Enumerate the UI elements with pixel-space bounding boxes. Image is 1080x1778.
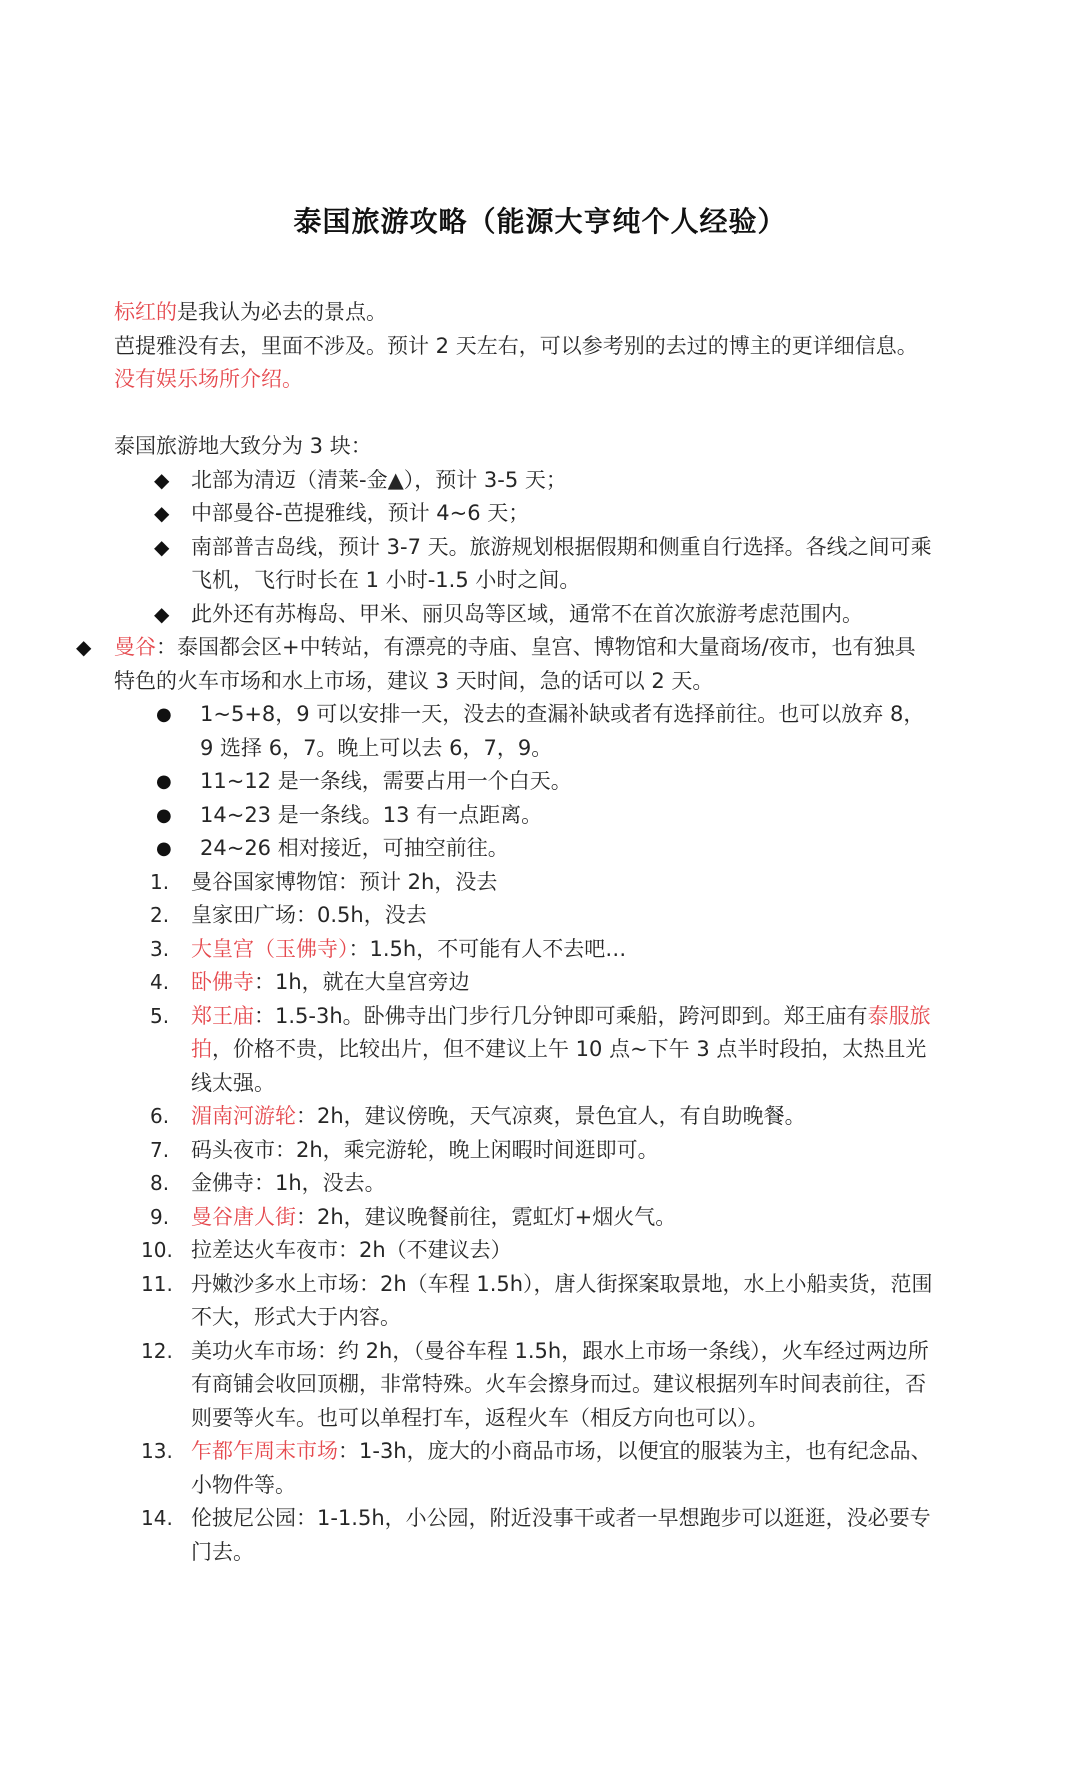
spot-item: 4. 卧佛寺：1h，就在大皇宫旁边 xyxy=(150,970,470,994)
bangkok-section xyxy=(76,631,936,698)
bangkok-desc: ：泰国都会区+中转站，有漂亮的寺庙、皇宫、博物馆和大量商场/夜市，也有独具特色的火车市场和水上市场，建议 3 天时间，急的话可以 2 天。 xyxy=(114,635,916,693)
region-item: ◆ 南部普吉岛线，预计 3-7 天。旅游规划根据假期和侧重自行选择。各线之间可乘飞机，飞行时长在 1 小时-1.5 小时之间。 xyxy=(114,531,936,598)
dot-bullet-icon: ● xyxy=(156,804,172,826)
route-item: ● 14~23 是一条线。13 有一点距离。 xyxy=(114,799,936,833)
route-item: ● 1~5+8，9 可以安排一天，没去的查漏补缺或者有选择前往。也可以放弃 8，9 选择 6，7。晚上可以去 6，7，9。 xyxy=(114,698,936,765)
region-item: ◆ 北部为清迈（清莱-金▲），预计 3-5 天； xyxy=(114,464,936,498)
spot-item: 13. 乍都乍周末市场：1-3h，庞大的小商品市场，以便宜的服装为主，也有纪念品、小物件等。 xyxy=(141,1439,932,1497)
page-title: 泰国旅游攻略（能源大亨纯个人经验） xyxy=(293,205,787,238)
bangkok-name: 曼谷 xyxy=(114,635,156,659)
diamond-bullet-icon: ◆ xyxy=(154,601,170,626)
document-body xyxy=(76,296,936,1569)
dot-bullet-icon: ● xyxy=(156,771,172,792)
intro-line-1: 标红的是我认为必去的景点。 xyxy=(114,300,387,324)
spot-item: 7. 码头夜市：2h，乘完游轮，晚上闲暇时间逛即可。 xyxy=(150,1137,659,1162)
route-item: ● 24~26 相对接近，可抽空前往。 xyxy=(114,832,936,866)
region-item: ◆ 中部曼谷-芭提雅线，预计 4~6 天； xyxy=(114,497,936,531)
dot-bullet-icon: ● xyxy=(156,704,172,725)
spot-item: 9. 曼谷唐人街：2h，建议晚餐前往，霓虹灯+烟火气。 xyxy=(150,1204,677,1229)
spot-item: 8. 金佛寺：1h，没去。 xyxy=(150,1171,386,1195)
spot-item: 12. 美功火车市场：约 2h，（曼谷车程 1.5h，跟水上市场一条线），火车经过两边所有商铺会收回顶棚，非常特殊。火车会擦身而过。建议根据列车时间表前往，否则要等火车。也可以单程打车，返程火车（相反方向也可以）。 xyxy=(141,1338,929,1430)
spot-item: 3. 大皇宫（玉佛寺）：1.5h，不可能有人不去吧… xyxy=(150,936,627,961)
route-item: ● 11~12 是一条线，需要占用一个白天。 xyxy=(114,765,936,799)
red-label: 标红的 xyxy=(114,300,177,324)
dot-bullet-icon: ● xyxy=(156,838,172,859)
intro-line-3: 没有娱乐场所介绍。 xyxy=(114,367,303,391)
spot-item: 5. 郑王庙：1.5-3h。卧佛寺出门步行几分钟即可乘船，跨河即到。郑王庙有泰服旅拍，价格不贵，比较出片，但不建议上午 10 点~下午 3 点半时段拍，太热且光线太强。 xyxy=(150,1003,931,1095)
spot-item: 2. 皇家田广场：0.5h，没去 xyxy=(150,903,427,927)
diamond-bullet-icon: ◆ xyxy=(154,534,170,559)
diamond-bullet-icon: ◆ xyxy=(154,467,170,492)
spot-item: 10. 拉差达火车夜市：2h（不建议去） xyxy=(141,1238,512,1262)
diamond-bullet-icon: ◆ xyxy=(76,635,92,659)
region-item: ◆ 此外还有苏梅岛、甲米、丽贝岛等区域，通常不在首次旅游考虑范围内。 xyxy=(114,598,936,632)
intro-line-2: 芭提雅没有去，里面不涉及。预计 2 天左右，可以参考别的去过的博主的更详细信息。 xyxy=(114,333,918,358)
spot-item: 14. 伦披尼公园：1-1.5h，小公园，附近没事干或者一早想跑步可以逛逛，没必要专门去。 xyxy=(141,1506,931,1564)
spot-item: 11. 丹嫩沙多水上市场：2h（车程 1.5h），唐人街探案取景地，水上小船卖货，范围不大，形式大于内容。 xyxy=(141,1271,933,1329)
regions-heading: 泰国旅游地大致分为 3 块： xyxy=(114,434,372,458)
spot-item: 1. 曼谷国家博物馆：预计 2h，没去 xyxy=(150,869,498,894)
diamond-bullet-icon: ◆ xyxy=(154,501,170,525)
spot-item: 6. 湄南河游轮：2h，建议傍晚，天气凉爽，景色宜人，有自助晚餐。 xyxy=(150,1104,806,1128)
